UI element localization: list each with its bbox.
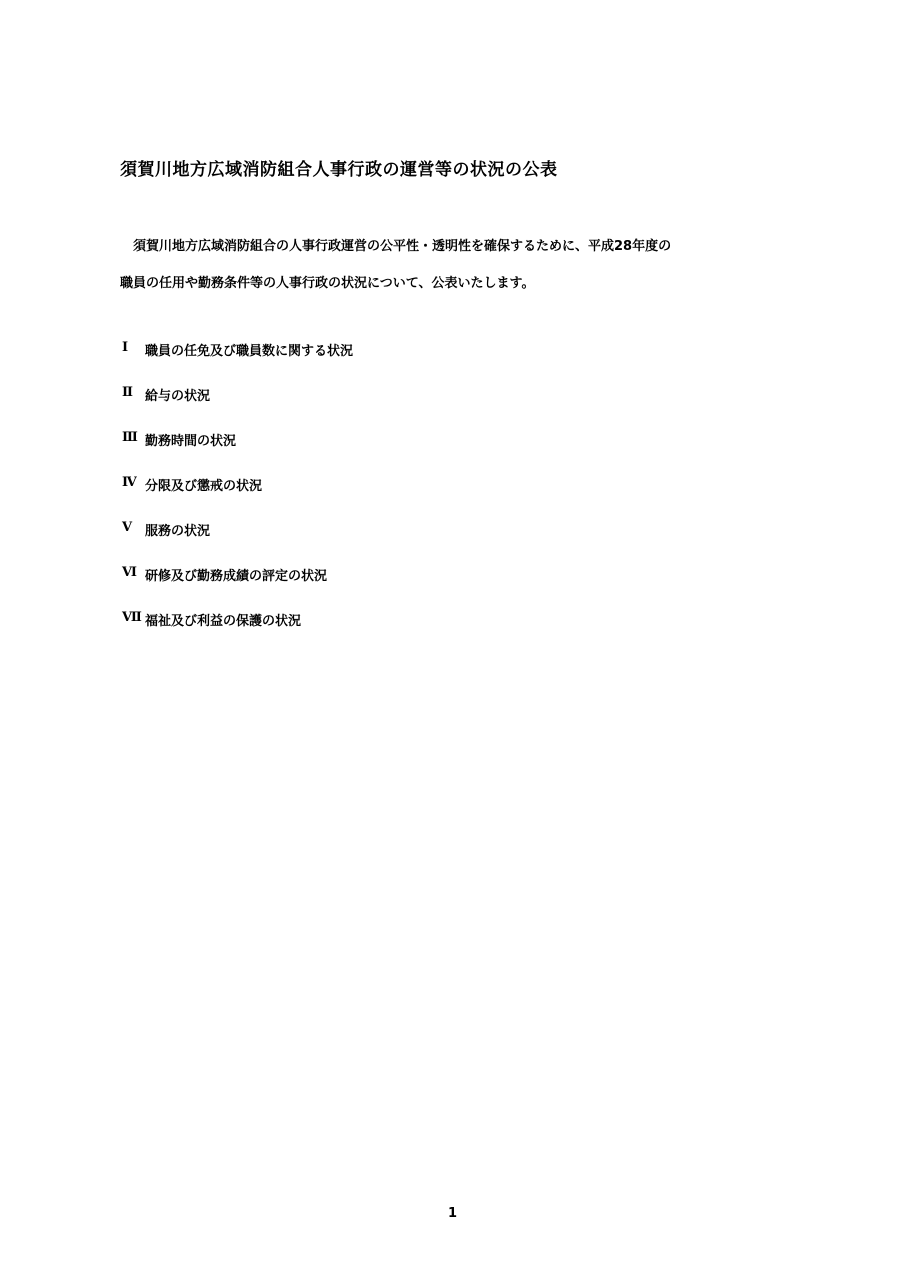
section-label: 研修及び勤務成績の評定の状況 bbox=[145, 569, 328, 584]
section-number: Ⅱ bbox=[122, 385, 133, 400]
section-item-5 bbox=[122, 520, 353, 565]
section-list bbox=[122, 340, 353, 655]
section-number: Ⅴ bbox=[122, 520, 133, 535]
section-label: 分限及び懲戒の状況 bbox=[145, 479, 263, 494]
section-item-2 bbox=[122, 385, 353, 430]
section-label: 勤務時間の状況 bbox=[145, 434, 237, 449]
intro-paragraph bbox=[120, 228, 760, 302]
section-number: Ⅲ bbox=[122, 430, 138, 445]
page-title: 須賀川地方広域消防組合人事行政の運営等の状況の公表 bbox=[120, 160, 558, 180]
section-label: 福祉及び利益の保護の状況 bbox=[145, 614, 302, 629]
section-label: 給与の状況 bbox=[145, 389, 211, 404]
section-item-3 bbox=[122, 430, 353, 475]
section-number: Ⅵ bbox=[122, 565, 137, 580]
page-number: 1 bbox=[447, 1206, 458, 1221]
intro-line-1: 須賀川地方広域消防組合の人事行政運営の公平性・透明性を確保するために、平成28年度の bbox=[133, 239, 672, 254]
section-item-6 bbox=[122, 565, 353, 610]
section-label: 職員の任免及び職員数に関する状況 bbox=[145, 344, 354, 359]
section-number: Ⅰ bbox=[122, 340, 129, 355]
section-item-1 bbox=[122, 340, 353, 385]
intro-line-2: 職員の任用や勤務条件等の人事行政の状況について、公表いたします。 bbox=[120, 276, 535, 291]
section-item-4 bbox=[122, 475, 353, 520]
section-label: 服務の状況 bbox=[145, 524, 211, 539]
section-number: Ⅳ bbox=[122, 475, 137, 490]
section-number: Ⅶ bbox=[122, 610, 142, 625]
section-item-7 bbox=[122, 610, 353, 655]
